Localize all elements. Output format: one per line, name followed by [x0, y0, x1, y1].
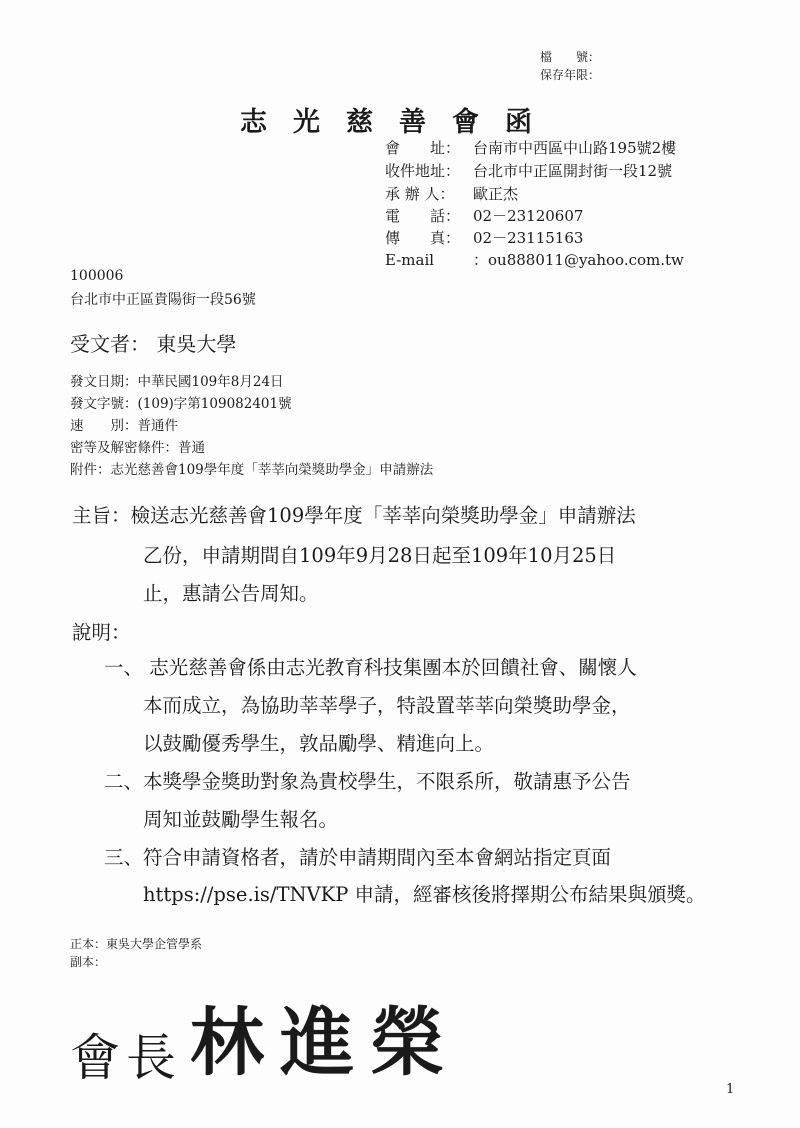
page-number: 1 [726, 1082, 735, 1097]
sender-address-label: 會 址： [385, 139, 461, 157]
subject-line-1: 主旨：檢送志光慈善會109學年度「莘莘向榮獎助學金」申請辦法 [72, 504, 636, 527]
handler-label: 承 辦 人： [385, 185, 455, 203]
explanation-item-3-line-2: https://pse.is/TNVKP 申請，經審核後將擇期公布結果與頒獎。 [143, 883, 706, 906]
fax [385, 227, 583, 248]
explanation-item-1-line-3: 以鼓勵優秀學生，敦品勵學、精進向上。 [143, 732, 495, 755]
phone-label: 電 話： [385, 207, 461, 225]
signature [70, 984, 460, 1090]
explanation-item-1-line-1: 一、 志光慈善會係由志光教育科技集團本於回饋社會、關懷人 [104, 656, 637, 679]
explanation-item-2-line-1: 二、本獎學金獎助對象為貴校學生，不限系所，敬請惠予公告 [104, 770, 631, 793]
explanation-heading: 說明： [72, 621, 131, 644]
explanation-item-1-line-2: 本而成立，為協助莘莘學子，特設置莘莘向榮獎助學金， [143, 694, 631, 717]
phone [385, 205, 583, 226]
retention-label: 保存年限： [540, 68, 601, 82]
secrecy-level: 密等及解密條件：普通 [70, 440, 205, 456]
mailing-address-label: 收件地址： [385, 162, 461, 180]
email-label: E-mail [385, 251, 435, 269]
email [385, 249, 684, 270]
document-title: 志光慈善會函 [240, 107, 558, 138]
explanation-item-3-line-1: 三、符合申請資格者，請於申請期間內至本會網站指定頁面 [104, 846, 612, 869]
email-value: ：ou888011@yahoo.com.tw [473, 251, 684, 269]
signature-title: 會長 [70, 1029, 182, 1087]
sender-address [385, 137, 676, 158]
mailing-address [385, 160, 672, 181]
handler [385, 183, 518, 204]
handler-value: 歐正杰 [473, 185, 519, 203]
mailing-address-value: 台北市中正區開封街一段12號 [473, 162, 673, 180]
fax-value: 02－23115163 [473, 229, 584, 247]
attachment: 附件：志光慈善會109學年度「莘莘向榮獎助學金」申請辦法 [70, 462, 434, 478]
signature-name: 林進榮 [190, 1000, 460, 1086]
sender-address-value: 台南市中西區中山路195號2樓 [473, 139, 677, 157]
issue-date: 發文日期：中華民國109年8月24日 [70, 374, 284, 390]
subject-line-2: 乙份，申請期間自109年9月28日起至109年10月25日 [143, 544, 617, 567]
explanation-item-2-line-2: 周知並鼓勵學生報名。 [143, 808, 339, 831]
delivery-speed: 速 別：普通件 [70, 418, 178, 434]
recipient-address: 台北市中正區貴陽街一段56號 [70, 292, 256, 308]
recipient-postal-code: 100006 [70, 268, 124, 284]
original-recipient: 正本：東吳大學企管學系 [70, 937, 203, 951]
document-number: 發文字號：(109)字第109082401號 [70, 396, 292, 412]
phone-value: 02－23120607 [473, 207, 584, 225]
subject-line-3: 止，惠請公告周知。 [143, 582, 319, 605]
copy-recipient: 副本： [70, 955, 107, 969]
recipient: 受文者： 東吳大學 [70, 332, 237, 356]
file-number-label: 檔 號： [540, 50, 601, 64]
fax-label: 傳 真： [385, 229, 461, 247]
